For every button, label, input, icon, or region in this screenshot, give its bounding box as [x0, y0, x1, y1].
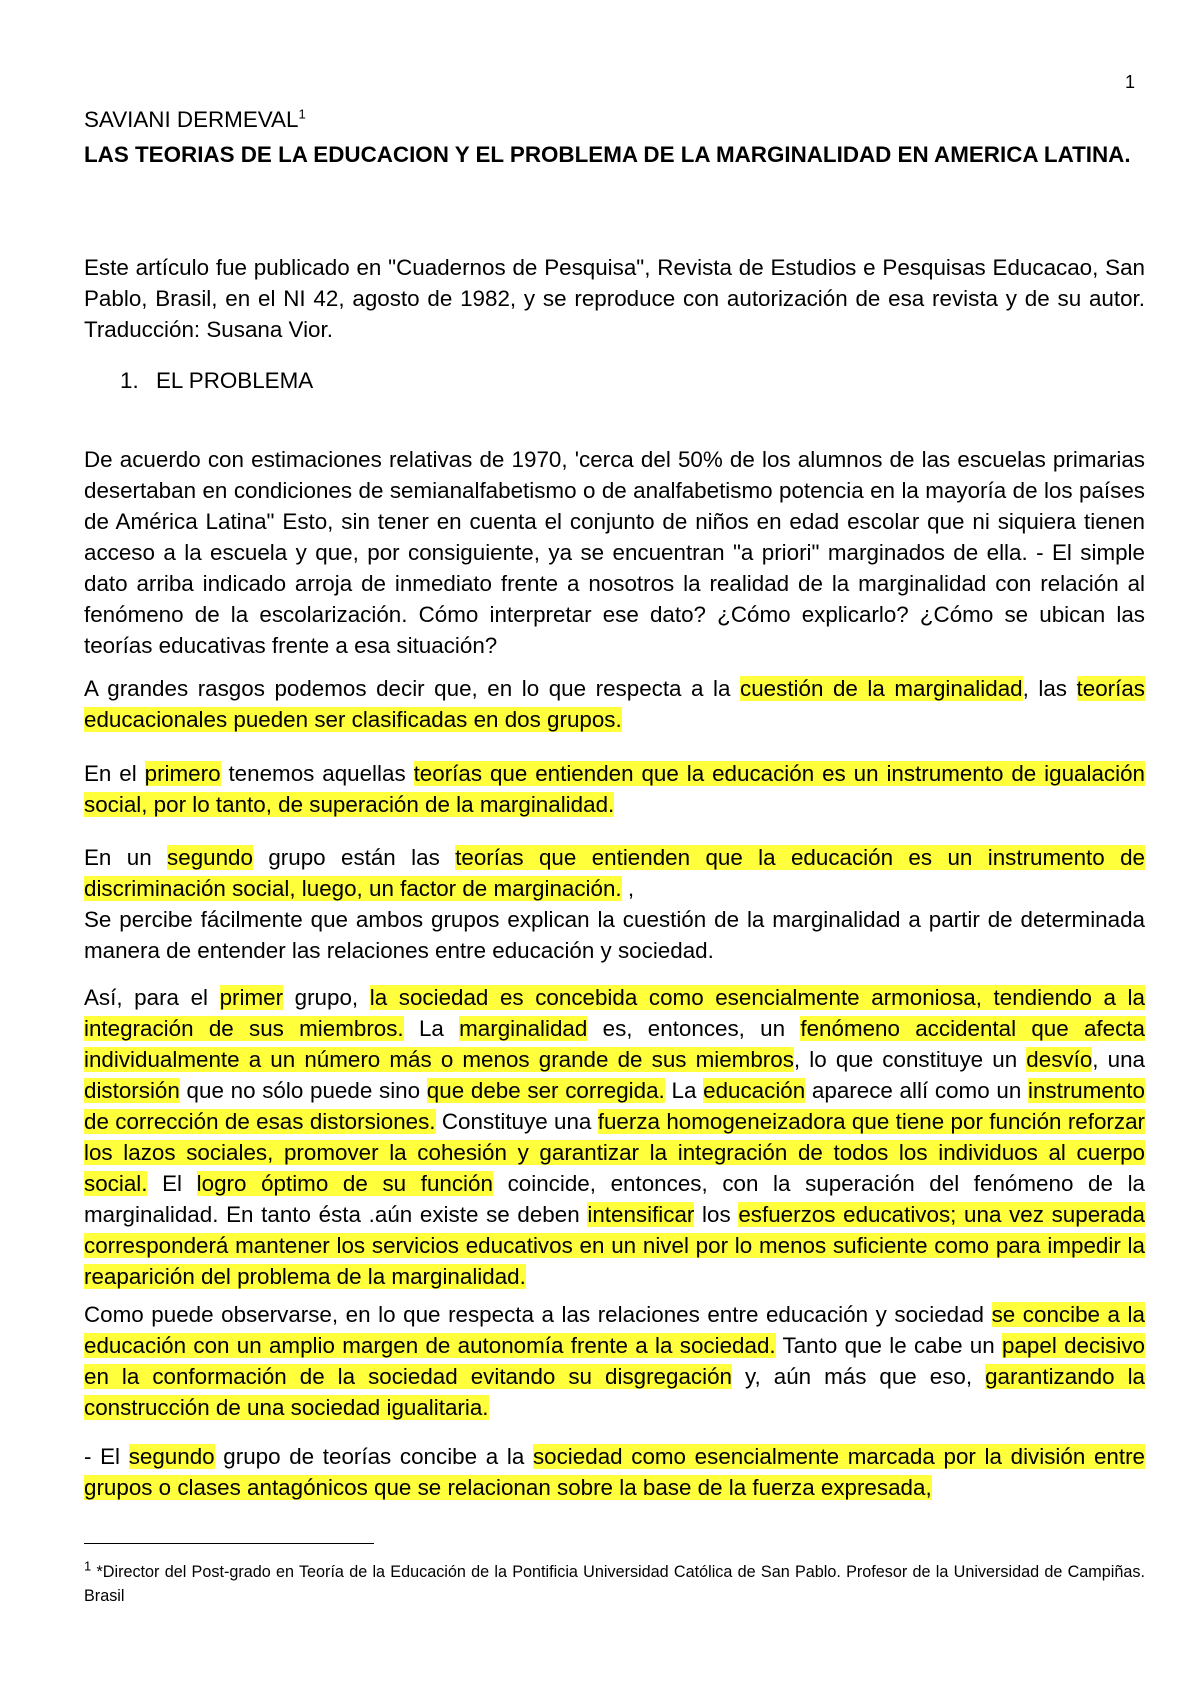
intro-paragraph: Este artículo fue publicado en "Cuadernos de Pesquisa", Revista de Estudios e Pesquisas Educacao, San Pablo, Brasil, en el NI 42, agosto de 1982, y se reproduce con autorización de esa revista y de su autor. Traducción: Susana Vior.	[84, 255, 1145, 342]
highlight: que debe ser corregida.	[426, 1078, 665, 1103]
highlight: instrumento de corrección de esas distorsiones.	[84, 1078, 1145, 1134]
highlight: segundo	[167, 845, 253, 870]
text-run: grupo están las	[252, 845, 456, 870]
paragraph-7	[84, 1441, 1145, 1503]
text-run: La	[664, 1078, 704, 1103]
paragraph-4	[84, 842, 1145, 966]
text-run: los	[694, 1202, 739, 1227]
author-footnote-mark: 1	[298, 106, 306, 122]
highlight: cuestión de la marginalidad	[740, 676, 1023, 701]
highlight: desvío	[1026, 1047, 1093, 1072]
footnote-text: *Director del Post-grado en Teoría de la Educación de la Pontificia Universidad Católica de San Pablo. Profesor de la Universidad de Campiñas. Brasil	[84, 1563, 1145, 1605]
highlight: garantizando la construcción de una sociedad igualitaria.	[84, 1364, 1145, 1420]
document-title: LAS TEORIAS DE LA EDUCACION Y EL PROBLEMA DE LA MARGINALIDAD EN AMERICA LATINA.	[84, 142, 1131, 167]
highlight: logro óptimo de su función	[196, 1171, 493, 1196]
text-run: , una	[1092, 1047, 1145, 1072]
text-run: que no sólo puede sino	[179, 1078, 427, 1103]
text-run: - El	[84, 1444, 129, 1469]
paragraph-1: De acuerdo con estimaciones relativas de 1970, 'cerca del 50% de los alumnos de las escuelas primarias desertaban en condiciones de semianalfabetismo o de analfabetismo potencia en la mayoría de los países de América Latina" Esto, sin tener en cuenta el conjunto de niños en edad escolar que ni siquiera tienen acceso a la escuela y que, por consiguiente, ya se encuentran "a priori" marginados de ella. - El simple dato arriba indicado arroja de inmediato frente a nosotros la realidad de la marginalidad con relación al fenómeno de la escolarización. Cómo interpretar ese dato? ¿Cómo explicarlo? ¿Cómo se ubican las teorías educativas frente a esa situación?	[84, 447, 1145, 658]
paragraph-3	[84, 758, 1145, 820]
highlight: esfuerzos educativos; una vez superada corresponderá mantener los servicios educativos en un nivel por lo menos suficiente como para impedir la reaparición del problema de la marginalidad.	[84, 1202, 1145, 1289]
highlight: papel decisivo en la conformación de la sociedad evitando su disgregación	[84, 1333, 1145, 1389]
footnote-mark: 1	[84, 1558, 92, 1574]
highlight: teorías que entienden que la educación es un instrumento de discriminación social, luego, un factor de marginación.	[84, 845, 1146, 901]
paragraph-5	[84, 982, 1145, 1292]
text-run: , lo que constituye un	[793, 1047, 1027, 1072]
section-heading	[120, 365, 313, 396]
highlight: intensificar	[587, 1202, 695, 1227]
text-run: coincide, entonces, con la superación del fenómeno de la marginalidad. En tanto ésta .aún existe se deben	[84, 1171, 1145, 1227]
highlight: primero	[144, 761, 221, 786]
text-run: y, aún más que eso,	[731, 1364, 986, 1389]
text-run: ,	[621, 876, 635, 901]
author-name: SAVIANI DERMEVAL	[84, 107, 299, 132]
highlight: marginalidad	[459, 1016, 588, 1041]
text-run: aparece allí como un	[805, 1078, 1028, 1103]
text-run: A grandes rasgos podemos decir que, en lo que respecta a la	[84, 676, 741, 701]
text-run: Se percibe fácilmente que ambos grupos explican la cuestión de la marginalidad a partir de determinada manera de entender las relaciones entre educación y sociedad.	[84, 907, 1145, 963]
text-run: En un	[84, 845, 168, 870]
highlight: fuerza homogeneizadora que tiene por función reforzar los lazos sociales, promover la cohesión y garantizar la integración de todos los individuos al cuerpo social.	[84, 1109, 1145, 1196]
footnote	[84, 1560, 1145, 1608]
text-run: Como puede observarse, en lo que respecta a las relaciones entre educación y sociedad	[84, 1302, 992, 1327]
text-run: grupo,	[283, 985, 370, 1010]
highlight: distorsión	[84, 1078, 180, 1103]
text-run: El	[147, 1171, 197, 1196]
text-run: , las	[1022, 676, 1077, 701]
paragraph-6	[84, 1299, 1145, 1423]
highlight: primer	[219, 985, 284, 1010]
text-run: Así, para el	[84, 985, 220, 1010]
highlight: teorías que entienden que la educación es un instrumento de igualación social, por lo tanto, de superación de la marginalidad.	[84, 761, 1145, 817]
text-run: Constituye una	[435, 1109, 598, 1134]
author-line	[84, 104, 1145, 135]
highlight: educación	[703, 1078, 806, 1103]
text-run: En el	[84, 761, 145, 786]
section-title: EL PROBLEMA	[156, 368, 314, 393]
highlight: segundo	[128, 1444, 215, 1469]
page-number: 1	[1125, 72, 1136, 92]
section-number: 1.	[120, 368, 139, 393]
text-run: Tanto que le cabe un	[775, 1333, 1003, 1358]
highlight: teorías educacionales pueden ser clasificadas en dos grupos.	[84, 676, 1145, 732]
text-run: La	[403, 1016, 460, 1041]
footnote-separator	[84, 1543, 374, 1544]
paragraph-2	[84, 673, 1145, 735]
text-run: grupo de teorías concibe a la	[214, 1444, 533, 1469]
text-run: tenemos aquellas	[220, 761, 414, 786]
highlight: fenómeno accidental que afecta individualmente a un número más o menos grande de sus miembros	[84, 1016, 1145, 1072]
highlight: sociedad como esencialmente marcada por la división entre grupos o clases antagónicos que se relacionan sobre la base de la fuerza expresada,	[84, 1444, 1145, 1500]
text-run: es, entonces, un	[587, 1016, 801, 1041]
highlight: se concibe a la educación con un amplio margen de autonomía frente a la sociedad.	[84, 1302, 1145, 1358]
highlight: la sociedad es concebida como esencialmente armoniosa, tendiendo a la integración de sus miembros.	[84, 985, 1145, 1041]
